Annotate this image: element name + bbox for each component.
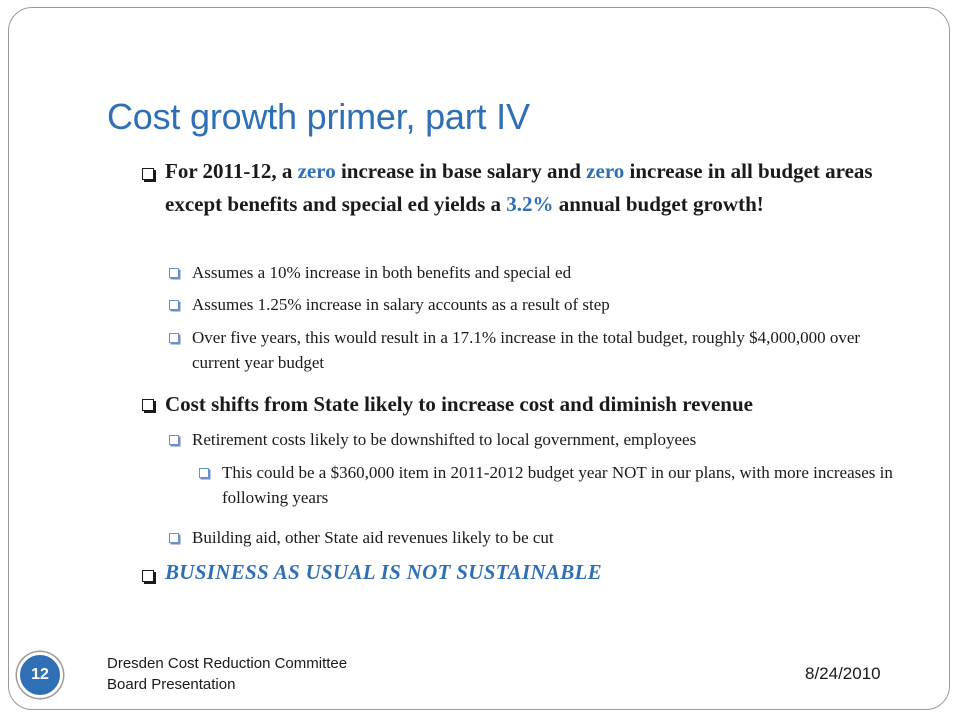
square-bullet-icon: [169, 435, 179, 445]
highlight-zero: zero: [297, 159, 336, 183]
text-segment: increase in all budget areas except benefits and special ed yields a: [165, 159, 873, 216]
square-bullet-icon: [142, 168, 154, 180]
square-bullet-icon: [169, 268, 179, 278]
bullet-cost-shifts: Cost shifts from State likely to increase cost and diminish revenue: [165, 392, 753, 416]
square-bullet-icon: [169, 333, 179, 343]
slide-number-badge: 12: [17, 652, 63, 698]
footer-date: 8/24/2010: [805, 664, 881, 683]
sub-bullet-salary-step: Assumes 1.25% increase in salary accounts as a result of step: [192, 295, 610, 314]
footer-caption: [107, 653, 347, 695]
text-segment: For 2011-12, a: [165, 159, 298, 183]
square-bullet-icon: [169, 300, 179, 310]
sub-bullet-five-years: Over five years, this would result in a 17.1% increase in the total budget, roughly $4,000,000 over current year budget: [192, 328, 861, 372]
square-bullet-icon: [142, 570, 154, 582]
bullet-zero-increase: [165, 155, 910, 221]
sub-bullet-benefits: Assumes a 10% increase in both benefits and special ed: [192, 263, 572, 282]
sub-bullet-building-aid: Building aid, other State aid revenues likely to be cut: [192, 528, 554, 547]
footer-line-1: Dresden Cost Reduction Committee: [107, 655, 348, 672]
bullet-not-sustainable: BUSINESS AS USUAL IS NOT SUSTAINABLE: [165, 560, 602, 584]
text-segment: annual budget growth!: [553, 192, 764, 216]
highlight-zero: zero: [586, 159, 625, 183]
text-segment: increase in base salary and: [335, 159, 587, 183]
square-bullet-icon: [142, 399, 154, 411]
highlight-percent: 3.2%: [506, 192, 554, 216]
sub-bullet-retirement: Retirement costs likely to be downshifted to local government, employees: [192, 430, 697, 449]
slide-title: Cost growth primer, part IV: [107, 96, 530, 137]
square-bullet-icon: [169, 533, 179, 543]
footer-line-2: Board Presentation: [107, 676, 236, 693]
sub-bullet-360k: This could be a $360,000 item in 2011-2012 budget year NOT in our plans, with more increases in following years: [222, 463, 893, 507]
square-bullet-icon: [199, 468, 209, 478]
